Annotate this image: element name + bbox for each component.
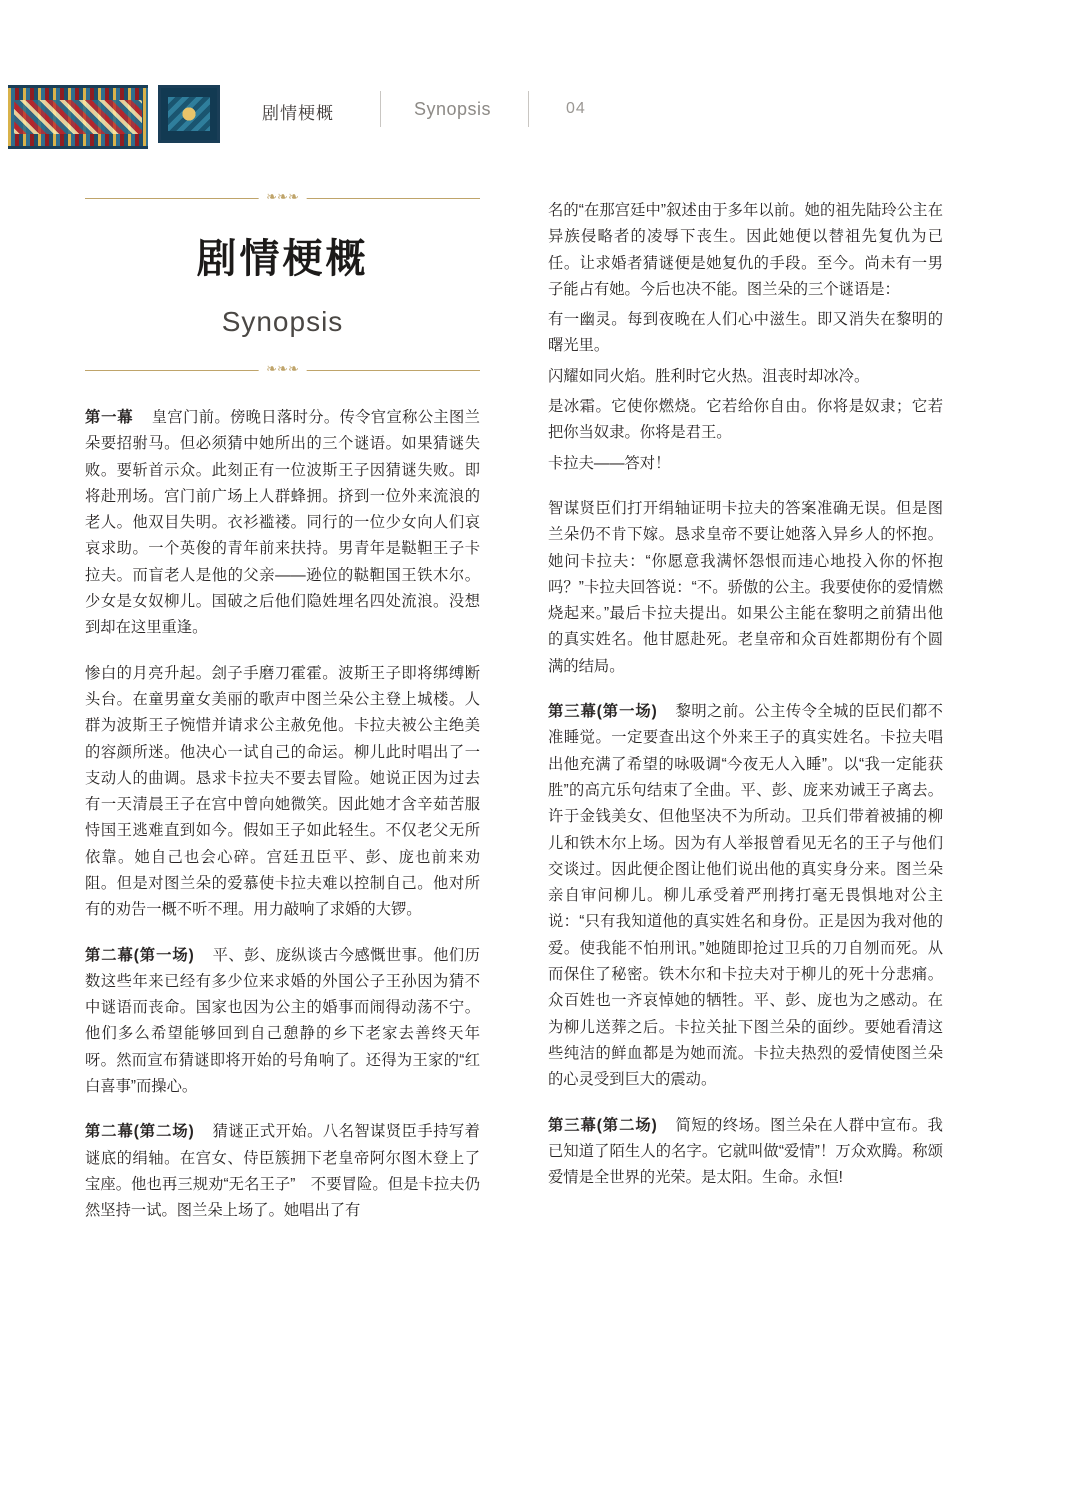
act-text: 黎明之前。公主传令全城的臣民们都不准睡觉。一定要查出这个外来王子的真实姓名。卡拉夫唱出他充满了希望的咏吸调“今夜无人入睡”。以“我一定能获胜”的高亢乐句结束了全曲。平、彭、庞来劝诫王子离去。许于金钱美女、但他坚决不为所动。卫兵们带着被捕的柳儿和铁木尔上场。因为有人举报曾看见无名的王子与他们交谈过。因此便企图让他们说出他的真实身分来。图兰朵亲自审问柳儿。柳儿承受着严刑拷打毫无畏惧地对公主说：“只有我知道他的真实姓名和身份。正是因为我对他的爱。使我能不怕刑讯。”她随即抢过卫兵的刀自刎而死。从而保住了秘密。铁木尔和卡拉夫对于柳儿的死十分悲痛。众百姓也一齐哀悼她的牺牲。平、彭、庞也为之感动。在为柳儿送葬之后。卡拉关扯下图兰朵的面纱。要她看清这些纯洁的鲜血都是为她而流。卡拉夫热烈的爱情使图兰朵的心灵受到巨大的震动。 xyxy=(548,703,943,1089)
act-text: 猜谜正式开始。八名智谋贤臣手持写着谜底的绢轴。在宫女、侍臣簇拥下老皇帝阿尔图木登上了宝座。他也再三规劝“无名王子” 不要冒险。但是卡拉夫仍然坚持一试。图兰朵上场了。她唱出了有 xyxy=(85,1123,480,1220)
act-label: 第二幕(第二场) xyxy=(85,1123,195,1141)
act-text: 有一幽灵。每到夜晚在人们心中滋生。即又消失在黎明的曙光里。 xyxy=(548,311,943,355)
act-text: 名的“在那宫廷中”叙述由于多年以前。她的祖先陆玲公主在异族侵略者的凌辱下丧生。因此她便以替祖先复仇为已任。让求婚者猜谜便是她复仇的手段。至今。尚未有一男子能占有她。今后也决不能。图兰朵的三个谜语是： xyxy=(548,202,943,298)
header-title-cn: 剧情梗概 xyxy=(262,104,334,123)
left-column xyxy=(85,189,480,1244)
flourish-ornament-icon: ❧❧❧ xyxy=(258,190,307,203)
riddle-2 xyxy=(548,364,943,390)
flourish-ornament-icon-2: ❧❧❧ xyxy=(258,362,307,375)
page-number: 04 xyxy=(566,100,586,117)
act-text: 平、彭、庞纵谈古今感慨世事。他们历数这些年来已经有多少位来求婚的外国公子王孙因为猜不中谜语而丧命。国家也因为公主的婚事而闹得动荡不宁。他们多么希望能够回到自己憩静的乡下老家去善终天年呀。然而宣布猜谜即将开始的号角响了。还得为王家的“红白喜事”而操心。 xyxy=(85,946,480,1096)
paragraph-act2-scene1 xyxy=(85,943,480,1101)
tibetan-border-ornament-icon xyxy=(8,85,148,149)
header-title-en: Synopsis xyxy=(414,99,492,119)
title-rule-bottom xyxy=(85,360,480,376)
act-text: 简短的终场。图兰朵在人群中宣布。我已知道了陌生人的名字。它就叫做“爱情”！万众欢腾。称颂爱情是全世界的光荣。是太阳。生命。永恒! xyxy=(548,1116,943,1187)
header-divider-2 xyxy=(528,91,529,127)
header-ornament xyxy=(8,85,223,143)
paragraph-act3-scene1 xyxy=(548,699,943,1093)
act-text: 是冰霜。它使你燃烧。它若给你自由。你将是奴隶；它若把你当奴隶。你将是君王。 xyxy=(548,398,943,442)
right-column xyxy=(548,198,943,1210)
page-title: 剧情梗概 xyxy=(196,237,369,281)
paragraph-after-riddles xyxy=(548,496,943,680)
paragraph-act2-scene2 xyxy=(85,1119,480,1224)
act-label: 第一幕 xyxy=(85,408,134,426)
act-label: 第三幕(第一场) xyxy=(548,703,658,721)
page-header xyxy=(0,85,1067,145)
page-subtitle: Synopsis xyxy=(221,305,344,337)
act-text: 智谋贤臣们打开绢轴证明卡拉夫的答案准确无误。但是图兰朵仍不肯下嫁。恳求皇帝不要让她落入异乡人的怀抱。她问卡拉夫：“你愿意我满怀怨恨而违心地投入你的怀抱吗？”卡拉夫回答说：“不。骄傲的公主。我要使你的爱情燃烧起来。”最后卡拉夫提出。如果公主能在黎明之前猜出他的真实姓名。他甘愿赴死。老皇帝和众百姓都期份有个圆满的结局。 xyxy=(548,499,943,675)
medallion-ornament-icon xyxy=(158,85,220,143)
title-rule-top xyxy=(85,189,480,204)
riddle-3 xyxy=(548,394,943,447)
paragraph-act1-cont xyxy=(85,661,480,924)
act-text: 闪耀如同火焰。胜利时它火热。沮丧时却冰冷。 xyxy=(548,367,870,385)
act-label: 第三幕(第二场) xyxy=(548,1116,658,1134)
act-label: 第二幕(第一场) xyxy=(85,946,195,964)
act-text: 卡拉夫——答对！ xyxy=(548,454,671,472)
header-divider-1 xyxy=(380,91,381,127)
riddle-1 xyxy=(548,307,943,360)
paragraph-act3-scene2 xyxy=(548,1113,943,1192)
act-text: 皇宫门前。傍晚日落时分。传令官宣称公主图兰朵要招驸马。但必须猜中她所出的三个谜语。如果猜谜失败。要斩首示众。此刻正有一位波斯王子因猜谜失败。即将赴刑场。宫门前广场上人群蜂拥。挤到一位外来流浪的老人。他双目失明。衣衫褴褛。同行的一位少女向人们哀哀求助。一个英俊的青年前来扶持。男青年是鞑靼王子卡拉夫。而盲老人是他的父亲——逊位的鞑靼国王铁木尔。少女是女奴柳儿。国破之后他们隐姓埋名四处流浪。没想到却在这里重逢。 xyxy=(85,408,480,637)
act-text: 惨白的月亮升起。刽子手磨刀霍霍。波斯王子即将绑缚断头台。在童男童女美丽的歌声中图兰朵公主登上城楼。人群为波斯王子惋惜并请求公主赦免他。卡拉夫被公主绝美的容颜所迷。他决心一试自己的命运。柳儿此时唱出了一支动人的曲调。恳求卡拉夫不要去冒险。她说正因为过去有一天清晨王子在宫中曾向她微笑。因此她才含辛茹苦服恃国王逃难直到如今。假如王子如此轻生。不仅老父无所依靠。她自己也会心碎。宫廷丑臣平、彭、庞也前来劝阻。但是对图兰朵的爱慕使卡拉夫难以控制自己。他对所有的劝告一概不听不理。用力敲响了求婚的大锣。 xyxy=(85,664,480,919)
riddle-answer xyxy=(548,451,943,477)
paragraph-continued xyxy=(548,198,943,303)
title-block xyxy=(85,189,480,376)
paragraph-act1 xyxy=(85,405,480,642)
